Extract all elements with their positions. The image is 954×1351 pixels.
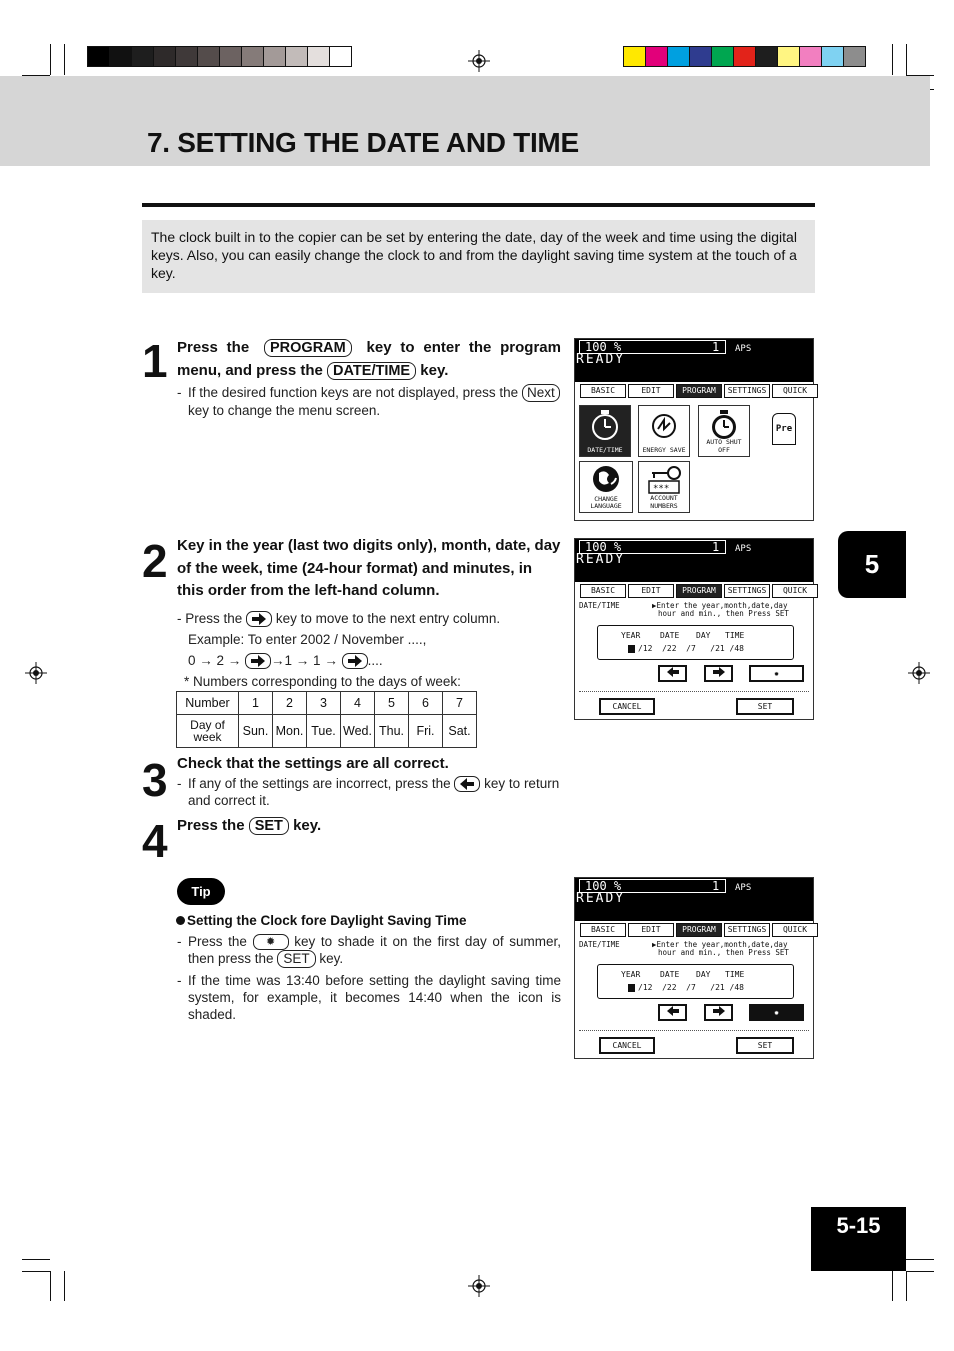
crop-mark [906, 1259, 934, 1260]
tab-basic[interactable]: BASIC [580, 384, 626, 398]
table-cell: Thu. [375, 715, 409, 748]
example-text: Example: To enter 2002 / November ...., [188, 632, 427, 647]
field-values: /12 /22 /7 /21 /48 [638, 983, 744, 992]
note-text: key to move to the next entry column. [275, 611, 501, 626]
tab-edit[interactable]: EDIT [628, 923, 674, 937]
left-arrow-button[interactable] [658, 1004, 687, 1021]
note-text: If any of the settings are incorrect, press the [188, 776, 451, 791]
tab-quick[interactable]: QUICK [772, 384, 818, 398]
preset-button[interactable] [772, 413, 796, 445]
step-3-heading: Check that the settings are all correct. [177, 755, 449, 772]
tab-edit[interactable]: EDIT [628, 584, 674, 598]
set-button[interactable]: SET [736, 1037, 794, 1054]
aps-label: APS [735, 344, 752, 354]
note-text: Press the [188, 934, 247, 949]
table-row-header: Number [177, 692, 239, 715]
color-swatch [308, 47, 330, 66]
color-swatch [668, 47, 690, 66]
status-bar [575, 878, 813, 921]
note-text: If the time was 13:40 before setting the daylight saving time system, for example, it becomes 14:40 when the icon is shaded. [188, 973, 561, 1022]
key-icon [644, 465, 684, 497]
chapter-tab: 5 [838, 531, 906, 598]
left-arrow-icon [667, 1006, 679, 1016]
color-swatch [286, 47, 308, 66]
cancel-button[interactable]: CANCEL [599, 698, 655, 715]
step-number: 3 [142, 754, 166, 806]
field-label: DATE [660, 631, 680, 640]
bullet-icon [176, 916, 185, 925]
step-4-heading [177, 815, 321, 838]
tab-quick[interactable]: QUICK [772, 584, 818, 598]
tab-basic[interactable]: BASIC [580, 584, 626, 598]
crop-mark [22, 1259, 50, 1260]
svg-text:***: *** [653, 484, 670, 494]
field-label: DATE [660, 970, 680, 979]
ready-status: READY [576, 352, 626, 367]
color-swatch [132, 47, 154, 66]
icon-label: DATE/TIME [587, 446, 623, 454]
title-rule [142, 203, 815, 207]
crop-mark [22, 1271, 50, 1272]
date-time-fields [597, 964, 794, 999]
registration-mark-icon [908, 662, 930, 684]
field-label: TIME [725, 631, 745, 640]
left-arrow-button[interactable] [658, 665, 687, 682]
icon-label: ENERGY SAVE [642, 446, 686, 454]
crop-mark [50, 44, 51, 75]
program-key: PROGRAM [264, 339, 352, 357]
globe-icon [591, 464, 621, 494]
zoom-readout: 100 % [585, 879, 622, 893]
note-text: key to shade it on the first day of summer, then press the [188, 934, 561, 967]
note-text: key to change the menu screen. [188, 403, 381, 418]
sun-key-icon: ✹ [253, 934, 289, 950]
stopwatch-icon [709, 409, 739, 441]
intro-paragraph: The clock built in to the copier can be set by entering the date, day of the week and time using the digital keys. Also, you can easily change the clock to and from the daylight saving time system at the touch of a key. [142, 220, 815, 293]
registration-mark-icon [25, 662, 47, 684]
zoom-readout: 100 % [585, 340, 622, 354]
crop-mark [64, 1271, 65, 1301]
tab-program[interactable]: PROGRAM [676, 584, 722, 598]
note-text: key. [319, 951, 344, 967]
table-cell: Fri. [409, 715, 443, 748]
note-text: key to return and correct it. [188, 776, 560, 809]
tab-edit[interactable]: EDIT [628, 384, 674, 398]
sequence-text: 0 → 2 → [188, 653, 242, 668]
table-cell: Mon. [273, 715, 307, 748]
table-cell: Wed. [341, 715, 375, 748]
screen-label: DATE/TIME [579, 601, 620, 610]
example-sequence [188, 650, 569, 671]
step-2-note: - Press the key to move to the next entry column. Example: To enter 2002 / November ...., 0 → 2 → →1 → 1 → .... * Numbers corresponding to the days of week: [177, 608, 569, 692]
step-3-note: - If any of the settings are incorrect, press the key to return and correct it. [177, 776, 560, 809]
table-cell: 5 [375, 692, 409, 715]
step-number: 1 [142, 335, 166, 387]
tip-heading-text: Setting the Clock fore Daylight Saving Time [187, 913, 467, 928]
right-arrow-icon [713, 1006, 725, 1016]
daylight-saving-button[interactable] [749, 665, 804, 682]
field-label: DAY [696, 970, 711, 979]
right-arrow-key-icon [342, 653, 368, 669]
program-menu-screen [574, 338, 814, 521]
change-language-button[interactable] [579, 461, 633, 513]
sun-icon: ✹ [774, 1008, 779, 1017]
tip-note-1: - Press the ✹ key to shade it on the first day of summer, then press the SET key. [177, 934, 561, 967]
table-cell: 1 [239, 692, 273, 715]
tip-heading [176, 913, 467, 928]
field-values: /12 /22 /7 /21 /48 [638, 644, 744, 653]
crop-mark [892, 1271, 893, 1301]
icon-label: CHANGE LANGUAGE [590, 495, 622, 510]
date-time-button[interactable] [579, 405, 631, 457]
registration-mark-icon [468, 50, 490, 72]
tab-quick[interactable]: QUICK [772, 923, 818, 937]
next-key: Next [522, 384, 560, 402]
step-text: key. [420, 361, 449, 379]
set-button[interactable]: SET [736, 698, 794, 715]
copy-count: 1 [712, 879, 720, 893]
divider [579, 691, 809, 692]
color-swatch [712, 47, 734, 66]
color-swatch [756, 47, 778, 66]
registration-mark-icon [468, 1275, 490, 1297]
status-bar [575, 539, 813, 582]
entry-cursor [628, 984, 635, 992]
color-swatch [734, 47, 756, 66]
right-arrow-key-icon [245, 653, 271, 669]
tab-settings[interactable]: SETTINGS [724, 384, 770, 398]
color-swatch [822, 47, 844, 66]
screen-tabs [577, 583, 813, 598]
status-bar [575, 339, 813, 382]
step-text: Press the [177, 339, 250, 356]
screen-tabs [577, 922, 813, 937]
date-time-fields [597, 625, 794, 660]
step-1-note: - If the desired function keys are not displayed, press the Next key to change the menu screen. [177, 384, 569, 419]
note-text: If the desired function keys are not displayed, press the [188, 385, 519, 400]
set-key: SET [277, 950, 315, 968]
color-calibration-bar [623, 46, 866, 67]
crop-mark [892, 44, 893, 75]
icon-label: AUTO SHUT OFF [706, 438, 742, 454]
crop-mark [906, 44, 907, 75]
color-swatch [690, 47, 712, 66]
table-cell: 4 [341, 692, 375, 715]
days-of-week-table [176, 691, 477, 748]
right-arrow-icon [713, 667, 725, 677]
table-cell: Tue. [307, 715, 341, 748]
step-text: key to enter the program menu, and press the [177, 339, 561, 379]
tab-basic[interactable]: BASIC [580, 923, 626, 937]
screen-hint: hour and min., then Press SET [658, 609, 789, 618]
gray-calibration-bar [87, 46, 352, 67]
color-swatch [264, 47, 286, 66]
field-label: DAY [696, 631, 711, 640]
energy-save-button[interactable] [638, 405, 690, 457]
cancel-button[interactable]: CANCEL [599, 1037, 655, 1054]
screen-hint: ▶Enter the year,month,date,day [652, 940, 788, 949]
table-cell: Sun. [239, 715, 273, 748]
daylight-saving-button-active[interactable] [749, 1004, 804, 1021]
field-label: YEAR [621, 970, 641, 979]
zoom-readout: 100 % [585, 540, 622, 554]
color-swatch [844, 47, 865, 66]
color-swatch [800, 47, 822, 66]
date-entry-screen [574, 538, 814, 720]
left-arrow-key-icon [454, 776, 480, 792]
screen-hint: ▶Enter the year,month,date,day [652, 601, 788, 610]
field-label: TIME [725, 970, 745, 979]
tip-badge: Tip [177, 878, 225, 905]
table-cell: 3 [307, 692, 341, 715]
crop-mark [50, 1271, 51, 1301]
step-text: Press the [177, 817, 245, 834]
aps-label: APS [735, 883, 752, 893]
page-number: 5-15 [811, 1207, 906, 1271]
color-swatch [646, 47, 668, 66]
copy-count: 1 [712, 540, 720, 554]
color-swatch [110, 47, 132, 66]
tip-note-2: - If the time was 13:40 before setting the daylight saving time system, for example, it becomes 14:40 when the icon is shaded. [177, 973, 561, 1022]
preset-label: Pre [775, 424, 793, 434]
color-swatch [330, 47, 351, 66]
color-swatch [778, 47, 800, 66]
table-cell: 2 [273, 692, 307, 715]
step-text: key. [293, 817, 322, 834]
screen-label: DATE/TIME [579, 940, 620, 949]
screen-hint: hour and min., then Press SET [658, 948, 789, 957]
step-1-heading [177, 337, 561, 382]
clock-icon [590, 409, 620, 441]
table-cell: 7 [443, 692, 477, 715]
ready-status: READY [576, 891, 626, 906]
color-swatch [624, 47, 646, 66]
table-cell: 6 [409, 692, 443, 715]
color-swatch [176, 47, 198, 66]
color-swatch [220, 47, 242, 66]
step-number: 2 [142, 535, 166, 587]
screen-tabs [577, 383, 813, 398]
note-text: Press the [185, 611, 243, 626]
field-label: YEAR [621, 631, 641, 640]
sun-icon: ✹ [774, 669, 779, 678]
ready-status: READY [576, 552, 626, 567]
right-arrow-key-icon [246, 611, 272, 627]
tab-settings[interactable]: SETTINGS [724, 923, 770, 937]
set-key: SET [249, 817, 289, 835]
right-arrow-button[interactable] [704, 1004, 733, 1021]
color-swatch [88, 47, 110, 66]
page-title: 7. SETTING THE DATE AND TIME [147, 127, 579, 158]
step-2-heading: Key in the year (last two digits only), month, date, day of the week, time (24-hour format) and minutes, in this order from the left-hand column. [177, 537, 561, 599]
color-swatch [198, 47, 220, 66]
crop-mark [64, 44, 65, 75]
sequence-text: .... [367, 653, 383, 668]
color-swatch [242, 47, 264, 66]
date-time-key: DATE/TIME [327, 362, 416, 380]
daylight-saving-screen [574, 877, 814, 1059]
right-arrow-button[interactable] [704, 665, 733, 682]
crop-mark [906, 1271, 907, 1301]
table-row-header: Day of week [177, 715, 239, 748]
left-arrow-icon [667, 667, 679, 677]
table-cell: Sat. [443, 715, 477, 748]
tab-program[interactable]: PROGRAM [676, 923, 722, 937]
entry-cursor [628, 645, 635, 653]
days-note: * Numbers corresponding to the days of week: [184, 674, 461, 689]
icon-label: ACCOUNT NUMBERS [650, 494, 678, 510]
energy-clock-icon [649, 411, 679, 441]
aps-label: APS [735, 544, 752, 554]
auto-shut-off-button[interactable] [698, 405, 750, 457]
tab-settings[interactable]: SETTINGS [724, 584, 770, 598]
account-numbers-button[interactable] [638, 461, 690, 513]
tab-program[interactable]: PROGRAM [676, 384, 722, 398]
crop-mark [906, 1271, 934, 1272]
step-number: 4 [142, 815, 166, 867]
color-swatch [154, 47, 176, 66]
copy-count: 1 [712, 340, 720, 354]
divider [579, 1030, 809, 1031]
sequence-text: →1 → 1 → [271, 653, 338, 668]
